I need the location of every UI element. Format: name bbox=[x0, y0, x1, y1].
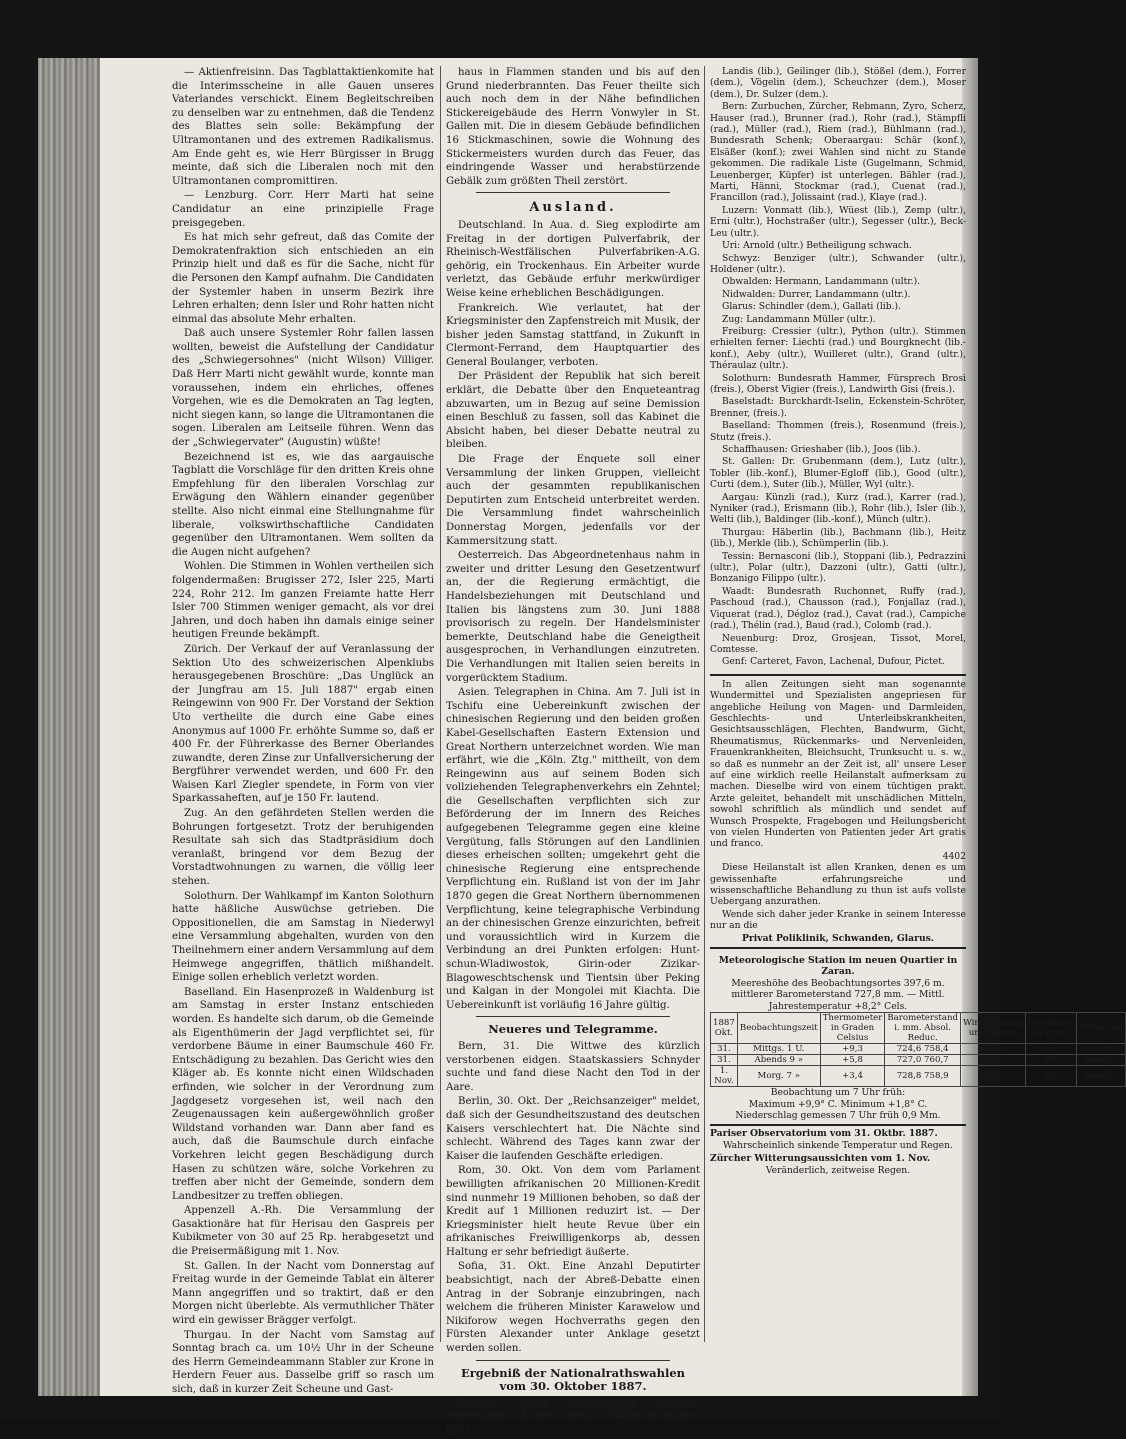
result-entry: Zug: Landammann Müller (ultr.). bbox=[722, 313, 876, 325]
article: Die Frage der Enquete soll einer Versammlung der linken Gruppen, vielleicht auch der gesammten republikanischen Deputirten zum Entscheid unterbreitet werden. Die Versammlung findet wahrscheinlich Donnerstag Morgen, jedenfalls vor der Kammersitzung statt. bbox=[446, 454, 700, 547]
advertisement bbox=[710, 674, 966, 949]
ad-text-2: Diese Heilanstalt ist allen Kranken, denen es um gewissenhafte erfahrungsreiche und wissenschaftliche Behandlung zu thun ist aufs vollste Uebergang anzurathen. bbox=[710, 862, 966, 908]
weather-header: Feuchtigk. in Proz. bbox=[1025, 1013, 1076, 1044]
result-entry: Tessin: Bernasconi (lib.), Stoppani (lib.), Pedrazzini (ultr.), Polar (ultr.), Dazzoni (ultr.), Gatti (ultr.), Bonzanigo Filippo (ultr.). bbox=[710, 550, 966, 585]
result-entry: Thurgau: Häberlin (lib.), Bachmann (lib.), Heitz (lib.), Merkle (lib.), Schümperlin (lib.). bbox=[710, 526, 966, 550]
result-entry: Obwalden: Hermann, Landammann (ultr.). bbox=[722, 276, 921, 288]
weather-header: Beobachtungszeit bbox=[737, 1013, 820, 1044]
column-1 bbox=[172, 66, 434, 1398]
weather-header: Barometerstand i. mm. Absol. Reduc. bbox=[885, 1013, 961, 1044]
column-2 bbox=[446, 66, 700, 1439]
column-rule bbox=[704, 66, 705, 1342]
weather-header: 1887 Okt. bbox=[711, 1013, 738, 1044]
cell: +9,3 bbox=[820, 1044, 885, 1055]
weather-line: mittlerer Barometerstand 727,8 mm. — Mittl. Jahrestemperatur +8,2° Cels. bbox=[731, 989, 945, 1012]
cell: 1. Nov. bbox=[711, 1066, 738, 1087]
table-row bbox=[711, 1066, 1126, 1087]
divider bbox=[476, 1016, 670, 1017]
article: Sofia, 31. Okt. Eine Anzahl Deputirter beabsichtigt, nach der Abreß-Debatte einen Antrag in der Sobranje einzubringen, nach welchem die früheren Minister Karawelow und Nikiforow wegen Hochverraths gegen den Fürsten Alexander unter Anklage gesetzt werden sollen. bbox=[446, 1261, 700, 1355]
article: Oesterreich. Das Abgeordnetenhaus nahm in zweiter und dritter Lesung den Gesetzentwurf an, der die Regierung ermächtigt, die Handelsbeziehungen mit Deutschland und Italien bis längstens zum 30. Juni 1888 provisorisch zu regeln. Der Handelsminister bemerkte, Deutschland habe die Geneigtheit ausgesprochen, in Verhandlungen einzutreten. Die Verhandlungen mit Italien seien bereits in vorgerücktem Stadium. bbox=[446, 550, 700, 684]
cell: +3,4 bbox=[820, 1066, 885, 1087]
cell: 728,8 758,9 bbox=[885, 1066, 961, 1087]
result-entry: Genf: Carteret, Favon, Lachenal, Dufour, Pictet. bbox=[722, 656, 945, 668]
article: Asien. Telegraphen in China. Am 7. Juli ist in Tschifu eine Uebereinkunft zwischen der chinesischen Regierung und den beiden großen Kabel-Gesellschaften Eastern Extension und Great Northern unterzeichnet worden. Wie man erfährt, wie die „Köln. Ztg." mittheilt, von dem Reingewinn aus auf seinem Boden sich vollziehenden Telegraphenverkehrs ein Zehntel; die Gesellschaften verpflichten sich zur Beförderung der im Innern des Reiches aufgegebenen Telegramme gegen eine kleine Vergütung, falls Störungen auf den Landlinien dieses erheischen sollten; umgekehrt geht die chinesische Regierung eine entsprechende Verpflichtung ein. Rußland ist von der im Jahr 1870 gegen die Great Northern übernommenen Verpflichtung, keine telegraphische Verbindung an der chinesischen Grenze einzurichten, befreit und voraussichtlich wird in Kurzem die Verbindung an drei Punkten erfolgen: Hunt-schun-Wladiwostok, Girin-oder Zizikar-Blagoweschtschensk und Tientsin über Peking und Kalgan in der Mongolei mit Kiachta. Die Uebereinkunft ist vorläufig 16 Jahre gültig. bbox=[446, 687, 700, 1011]
section-heading-ergebnis: Ergebniß der Nationalrathswahlen vom 30. Oktober 1887. bbox=[460, 1365, 686, 1394]
weather-foot: Maximum +9,9° C. Minimum +1,8° C. bbox=[748, 1098, 928, 1110]
result-entry: Schwyz: Benziger (ultr.), Schwander (ultr.), Holdener (ultr.). bbox=[710, 252, 966, 275]
result-entry: Baselland: Thommen (freis.), Rosenmund (freis.), Stutz (freis.). bbox=[710, 420, 966, 443]
article: Solothurn. Der Wahlkampf im Kanton Solothurn hatte häßliche Auswüchse getrieben. Die Oppositionellen, die am Samstag in Niederwyl eine Versammlung abgehalten, wurden von den Theilnehmern einer andern Versammlung auf dem Heimwege angegriffen, thätlich mißhandelt. Einige sollen erheblich verletzt worden. bbox=[172, 890, 434, 984]
zuercher-title: Zürcher Witterungsaussichten vom 1. Nov. bbox=[710, 1153, 931, 1165]
result-entry: Schaffhausen: Grieshaber (lib.), Joos (lib.). bbox=[722, 444, 921, 455]
cell: Abends 9 » bbox=[737, 1055, 820, 1066]
article: Baselland. Ein Hasenprozeß in Waldenburg ist am Samstag in erster Instanz entschieden worden. Es handelte sich darum, ob die Gemeinde als Eigenthümerin der Jagd verpflichtet sei, für verdorbene Bäume in einer Baumschule 460 Fr. Entschädigung zu bezahlen. Das Gericht wies den Kläger ab. Es konnte nicht einen Wildschaden erfinden, wie solcher in der Verordnung zum Jagdgesetz vorgesehen ist, weil nach den Zeugenaussagen kein außergewöhnlich großer Wildstand vorhanden war. Dann aber fand es auch, daß die Baumschule durch einfache Vorkehren leicht gegen Beschädigung durch Hasen zu schützen wäre, solche Vorkehren zu treffen aber nicht der Gemeinde, sondern dem Landbesitzer zu treffen obliegen. bbox=[172, 986, 434, 1202]
article: Bezeichnend ist es, wie das aargauische Tagblatt die Vorschläge für den dritten Kreis ohne Empfehlung für den liberalen Vorschlag zur Erwägung den Wählern einander gegenüber stellte. Also nicht einmal eine Stellungnahme für liberale, volkswirthschaftliche Candidaten gegenüber den Ultramontanen. Wem sollten da die Augen nicht aufgehen? bbox=[172, 451, 434, 558]
result-entry: Baselstadt: Burckhardt-Iselin, Eckenstein-Schröter, Brenner, (freis.). bbox=[710, 396, 966, 419]
result-entry: Bern: Zurbuchen, Zürcher, Rebmann, Zyro, Scherz, Hauser (rad.), Brunner (rad.), Rohr (rad.), Stämpfli (rad.), Müller (rad.), Riem (rad.), Bühlmann (rad.), Bundesrath Schenk; Oberaargau: Schär (konf.), Elsäßer (konf.); zwei Wahlen sind nicht zu Stande gekommen. Die radikale Liste (Gugelmann, Schmid, Leuenberger, Küpfer) ist unterlegen. Bähler (rad.), Marti, Hänni, Stockmar (rad.), Cuenat (rad.), Francillon (rad.), Jolissaint (rad.), Klaye (rad.). bbox=[710, 101, 966, 204]
ad-text-3: Wende sich daher jeder Kranke in seinem Interesse nur an die bbox=[710, 908, 966, 932]
cell: Morg. 7 » bbox=[737, 1066, 820, 1087]
result-entry: Solothurn: Bundesrath Hammer, Fürsprech Brosi (freis.), Oberst Vigier (freis.), Landwirth Gisi (freis.). bbox=[710, 372, 966, 395]
cell: SW⁰ bbox=[961, 1055, 1026, 1066]
article: Der Präsident der Republik hat sich bereit erklärt, die Debatte über den Enqueteantrag abzuwarten, um in Bezug auf seine Demission einen Beschluß zu fassen, soll das Kabinet die Absicht haben, bei dieser Debatte neutral zu bleiben. bbox=[446, 371, 700, 451]
section-heading-neueres: Neueres und Telegramme. bbox=[488, 1022, 658, 1037]
cell: 31. bbox=[711, 1044, 738, 1055]
result-entry: Luzern: Vonmatt (lib.), Wüest (lib.), Zemp (ultr.), Erni (ultr.), Hochstraßer (ultr.), Segesser (ultr.), Beck-Leu (ultr.). bbox=[710, 204, 966, 239]
cell: Mittgs. 1 U. bbox=[737, 1044, 820, 1055]
cell: 64 bbox=[1025, 1044, 1076, 1055]
cell: 93 bbox=[1025, 1066, 1076, 1087]
article: Rom, 30. Okt. Von dem vom Parlament bewilligten afrikanischen 20 Millionen-Kredit sind nunmehr 19 Millionen behoben, so daß der Kredit auf 1 Millionen reduzirt ist. — Der Kriegsminister hielt heute Revue über ein afrikanisches Freiwilligenkorps ab, dessen Haltung er sehr befriedigt äußerte. bbox=[446, 1165, 700, 1258]
column-rule bbox=[440, 66, 441, 1342]
ad-signature: Privat Poliklinik, Schwanden, Glarus. bbox=[742, 932, 934, 944]
result-entry: Uri: Arnold (ultr.) Betheiligung schwach. bbox=[722, 240, 912, 252]
pariser-title: Pariser Observatorium vom 31. Oktbr. 1887. bbox=[710, 1128, 938, 1140]
cell: SW⁰ bbox=[961, 1066, 1026, 1087]
article: Berlin, 30. Okt. Der „Reichsanzeiger" meldet, daß sich der Gesundheitszustand des deutschen Kaisers verschlechtert hat. Die Nächte sind schlecht. Während des Tages kann zwar der Kaiser die laufenden Geschäfte erledigen. bbox=[446, 1096, 700, 1162]
ad-code: 4402 bbox=[942, 850, 966, 862]
book-spine bbox=[38, 58, 102, 1396]
result-entry: Neuenburg: Droz, Grosjean, Tissot, Morel, Comtesse. bbox=[710, 632, 966, 655]
weather-header: Thermometer in Graden Celsius bbox=[820, 1013, 885, 1044]
weather-title: Meteorologische Station im neuen Quartier in Zaran. bbox=[718, 955, 958, 978]
table-row bbox=[711, 1044, 1126, 1055]
weather-table bbox=[710, 1012, 1126, 1087]
article: Bern, 31. Die Wittwe des kürzlich verstorbenen eidgen. Staatskassiers Schnyder suchte und fand diese Nacht den Tod in der Aare. bbox=[446, 1040, 700, 1093]
cell: 727,0 760,7 bbox=[885, 1055, 961, 1066]
result-entry: Waadt: Bundesrath Ruchonnet, Ruffy (rad.), Paschoud (rad.), Chausson (rad.), Fonjallaz (rad.), Viquerat (rad.), Dégloz (rad.), Cavat (rad.), Campiche (rad.), Thélin (rad.), Baud (rad.), Colomb (rad.). bbox=[710, 585, 966, 632]
article: Frankreich. Wie verlautet, hat der Kriegsminister den Zapfenstreich mit Musik, der bisher jeden Samstag stattfand, in Zukunft in Clermont-Ferrand, dem Hauptquartier des General Boulanger, verboten. bbox=[446, 302, 700, 368]
zuercher-text: Veränderlich, zeitweise Regen. bbox=[765, 1164, 911, 1176]
article: St. Gallen. In der Nacht vom Donnerstag auf Freitag wurde in der Gemeinde Tablat ein älterer Mann angegriffen und so traktirt, daß er den Morgen nicht überlebte. Als vermuthlicher Thäter wird ein gewisser Brägger verfolgt. bbox=[172, 1260, 434, 1327]
ad-text: In allen Zeitungen sieht man sogenannte Wundermittel und Spezialisten angepriesen für angebliche Heilung von Magen- und Darmleiden, Geschlechts- und Unterleibskrankheiten, Gesichtsausschlägen, Flechten, Bandwurm, Gicht, Rheumatismus, Rückenmarks- und Nervenleiden, Frauenkrankheiten, Bleichsucht, Trunksucht u. s. w., so daß es nunmehr an der Zeit ist, all' unsere Leser auf eine wirklich reelle Heilanstalt aufmerksam zu machen. Dieselbe wird von einem tüchtigen prakt. Arzte geleitet, behandelt mit unschädlichen Mitteln, sowohl schriftlich als mündlich und sendet auf Wunsch Prospekte, Fragebogen und Heilungsbericht von vielen Hunderten von Patienten jeder Art gratis und franco. bbox=[710, 678, 966, 850]
result-entry: St. Gallen: Dr. Grubenmann (dem.), Lutz (ultr.), Tobler (lib.-konf.), Blumer-Egloff (lib.), Good (ultr.), Curti (dem.), Suter (lib.), Müller, Wyl (ultr.). bbox=[710, 456, 966, 491]
cell: bewölkt bbox=[1076, 1066, 1125, 1087]
article: Wohlen. Die Stimmen in Wohlen vertheilen sich folgendermaßen: Brugisser 272, Isler 225, Marti 224, Rohr 212. Im ganzen Freiamte hatte Herr Isler 700 Stimmen weniger gemacht, als vor drei Jahren, und doch haben ihn damals einige seiner heutigen Freunde bekämpft. bbox=[172, 561, 434, 641]
weather-header: Windrichtung und Stärke bbox=[961, 1013, 1026, 1044]
article: Deutschland. In Aua. d. Sieg explodirte am Freitag in der dortigen Pulverfabrik, der Rheinisch-Westfälischen Pulverfabriken-A.G. gehörig, ein Trockenhaus. Ein Arbeiter wurde verletzt, das Gebäude erfuhr merkwürdiger Weise keine erheblichen Beschädigungen. bbox=[446, 219, 700, 299]
column-3 bbox=[710, 66, 1123, 1176]
weather-foot: Niederschlag gemessen 7 Uhr früh 0,9 Mm. bbox=[735, 1109, 941, 1121]
cell: 90 bbox=[1025, 1055, 1076, 1066]
result-entry: Landis (lib.), Geilinger (lib.), Stößel (dem.), Forrer (dem.), Vögelin (dem.), Scheuchzer (dem.), Moser (dem.), Dr. Sulzer (dem.). bbox=[710, 66, 966, 100]
cell: 31. bbox=[711, 1055, 738, 1066]
article: Zug. An den gefährdeten Stellen werden die Bohrungen fortgesetzt. Trotz der beruhigenden Resultate sah sich das Stadtpräsidium doch veranlaßt, bringend vor dem Bezug der Vorstadtwohnungen zu warnen, die völlig leer stehen. bbox=[172, 808, 434, 888]
weather-header: Witterung bbox=[1076, 1013, 1125, 1044]
result-entry: Aargau: Künzli (rad.), Kurz (rad.), Karrer (rad.), Nyniker (rad.), Erismann (lib.), Rohr (lib.), Isler (lib.), Welti (lib.), Baldinger (lib.-konf.), Münch (ultr.). bbox=[710, 491, 966, 526]
result-entry: Glarus: Schindler (dem.), Gallati (lib.). bbox=[722, 301, 902, 313]
article: Zürich: Syfrig, Cramer-Frey, Meister, Hertenstein, Keller (dem.), Bühler-Honegger (lib.), bbox=[446, 1397, 700, 1436]
cell: SW¹/₂ bbox=[961, 1044, 1026, 1055]
divider bbox=[476, 192, 670, 193]
article: Daß auch unsere Systemler Rohr fallen lassen wollten, beweist die Aufstellung der Candidatur des „Schwiegersohnes" (nicht Wilson) Villiger. Daß Herr Marti nicht gewählt wurde, konnte man voraussehen, indem ein ehrliches, offenes Vorgehen, wie es die Demokraten an Tag legten, nicht siegen kann, so lange die Ultramontanen die sogen. Liberalen am Leitseile führen. Wenn das der „Schwiegervater" (Augustin) wüßte! bbox=[172, 328, 434, 449]
cell: 724,6 758,4 bbox=[885, 1044, 961, 1055]
section-heading-ausland: Ausland. bbox=[529, 200, 617, 216]
article: Appenzell A.-Rh. Die Versammlung der Gasaktionäre hat für Herisau den Gaspreis per Kubikmeter von 30 auf 25 Rp. herabgesetzt und die Preisermäßigung mit 1. Nov. bbox=[172, 1205, 434, 1258]
article: Zürich. Der Verkauf der auf Veranlassung der Sektion Uto des schweizerischen Alpenklubs herausgegebenen Broschüre: „Das Unglück an der Jungfrau am 15. Juli 1887" ergab einen Reingewinn von 900 Fr. Der Vorstand der Sektion Uto vertheilte die durch eine Gabe eines Anonymus auf 1000 Fr. erhöhte Summe so, daß er 400 Fr. der Führerkasse des Berner Oberlandes zuwandte, deren Zinse zur Unfallversicherung der Bergführer verwendet werden, und 600 Fr. den Waisen Karl Ziegler spendete, in Form von vier Sparkassaheften, auf je 150 Fr. lautend. bbox=[172, 643, 434, 805]
table-row bbox=[711, 1055, 1126, 1066]
article: Thurgau. In der Nacht vom Samstag auf Sonntag brach ca. um 10½ Uhr in der Scheune des Herrn Gemeindeammann Stabler zur Krone in Herdern Feuer aus. Dasselbe griff so rasch um sich, daß in kurzer Zeit Scheune und Gast- bbox=[172, 1329, 434, 1395]
article: Es hat mich sehr gefreut, daß das Comite der Demokratenfraktion sich entschieden an ein Prinzip hielt und daß es für die Sache, nicht für die Personen den Kampf aufnahm. Die Candidaten der Systemler haben in unserm Bezirk ihre Lehren erhalten; denn Isler und Rohr hatten nicht einmal das absolute Mehr erhalten. bbox=[172, 232, 434, 325]
weather-report bbox=[710, 955, 1123, 1176]
divider bbox=[476, 1360, 670, 1361]
article: — Aktienfreisinn. Das Tagblattaktienkomite hat die Interimsscheine in alle Gauen unseres Vaterlandes verschickt. Einem Begleitschreiben zu denselben war zu entnehmen, daß die Tendenz des Blattes sein solle: Bekämpfung der Ultramontanen und des extremen Radikalismus. Am Ende geht es, wie Herr Bürgisser in Brugg meinte, daß sich die Liberalen noch mit den Ultramontanen compromittiren. bbox=[172, 67, 434, 187]
weather-line: Meereshöhe des Beobachtungsortes 397,6 m. bbox=[731, 977, 945, 989]
weather-foot: Beobachtung um 7 Uhr früh: bbox=[770, 1087, 906, 1099]
cell: bewölkt bbox=[1076, 1044, 1125, 1055]
result-entry: Freiburg: Cressier (ultr.), Python (ultr.). Stimmen erhielten ferner: Liechti (rad.) und Bourgknecht (lib.-konf.), Aeby (ultr.), Wuilleret (ultr.), Grand (ultr.), Théraulaz (ultr.). bbox=[710, 325, 966, 372]
article: — Lenzburg. Corr. Herr Marti hat seine Candidatur an eine prinzipielle Frage preisgegeben. bbox=[172, 190, 434, 229]
result-entry: Nidwalden: Durrer, Landammann (ultr.). bbox=[722, 288, 911, 300]
pariser-text: Wahrscheinlich sinkende Temperatur und Regen. bbox=[723, 1139, 953, 1151]
cell: bedeckt bbox=[1076, 1055, 1125, 1066]
cell: +5,8 bbox=[820, 1055, 885, 1066]
article: haus in Flammen standen und bis auf den Grund niederbrannten. Das Feuer theilte sich auch noch dem in der Nähe befindlichen Stickereigebäude des Herrn Vonwyler in St. Gallen mit. Die in diesem Gebäude befindlichen 16 Stickmaschinen, sowie die Wohnung des Stickermeisters wurden durch das Feuer, das eindringende Wasser und herabstürzende Gebälk zum größten Theil zerstört. bbox=[446, 67, 700, 187]
